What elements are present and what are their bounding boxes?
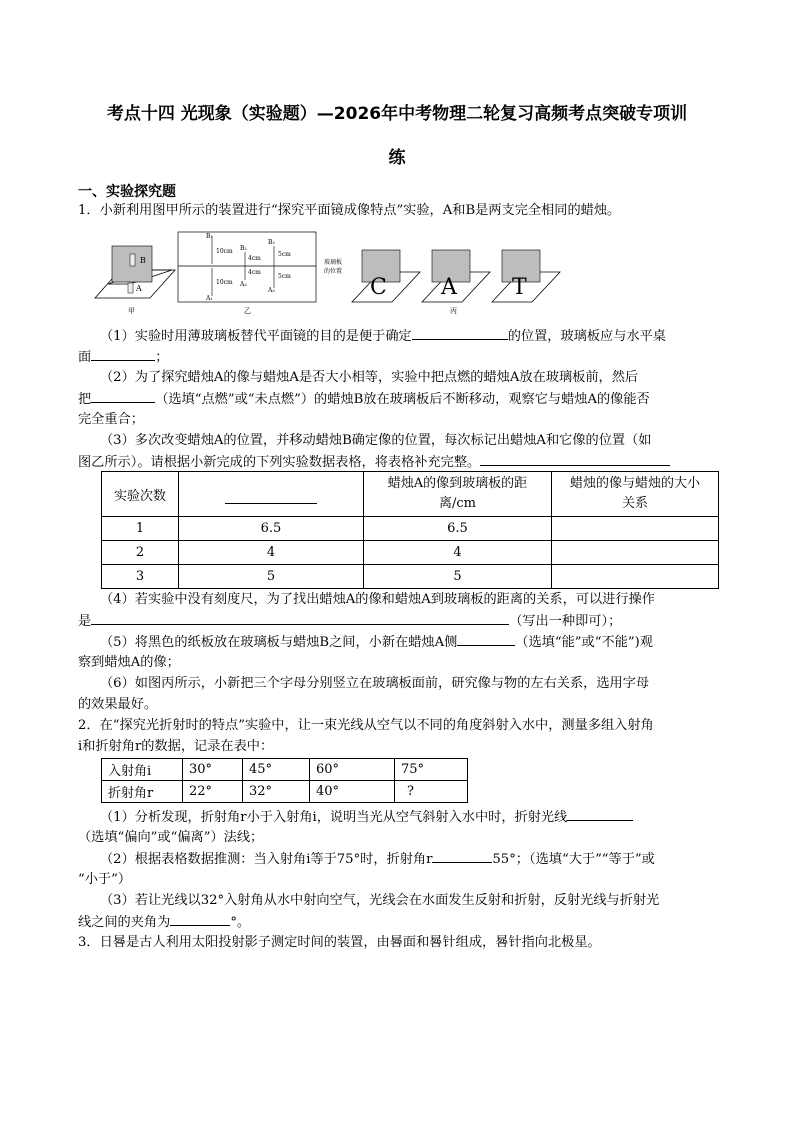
answer-blank[interactable]	[567, 806, 633, 821]
figure-bing	[352, 250, 560, 315]
figure-jia	[95, 246, 175, 315]
title-line-1: 考点十四 光现象（实验题）—2026年中考物理二轮复习高频考点突破专项训	[106, 104, 688, 124]
q2-stem: 2．在“探究光折射时的特点”实验中，让一束光线从空气以不同的角度斜射入水中，测量多组入射角	[78, 718, 654, 733]
th-relation-line: 蜡烛的像与蜡烛的大小	[569, 476, 700, 491]
point-a1: A₁	[206, 295, 213, 302]
candle-a-icon	[128, 283, 133, 293]
cell: 入射角i	[102, 759, 183, 781]
q2-s3-text: °。	[230, 915, 251, 930]
q2-s1-text: （1）分析发现，折射角r小于入射角i，说明当光从空气斜射入水中时，折射光线	[100, 810, 568, 825]
point-a3: A₃	[268, 287, 275, 294]
candle-b-label: B	[140, 256, 146, 265]
q1-s1-text: ；	[155, 350, 169, 365]
q3-stem: 3．日晷是古人利用太阳投射影子测定时间的装置，由晷面和晷针组成，晷针指向北极星。	[78, 935, 601, 950]
q2-stem-cont: i和折射角r的数据，记录在表中：	[78, 739, 274, 754]
dist-label: 5cm	[278, 251, 291, 258]
answer-blank[interactable]	[91, 346, 155, 361]
q2-s2	[100, 848, 655, 870]
q1-s2-text: （选填“点燃”或“未点燃”）的蜡烛B放在玻璃板后不断移动，观察它与蜡烛A的像能否	[155, 392, 650, 407]
answer-blank[interactable]	[225, 489, 317, 504]
figure-jia-label: 甲	[128, 307, 135, 315]
glass-label: 玻璃板	[324, 259, 343, 266]
cell: 6.5	[364, 517, 552, 541]
q1-s2-text: 把	[78, 392, 92, 407]
q1-s4-cont	[78, 610, 621, 632]
dist-label: 4cm	[248, 269, 261, 276]
cell: 2	[102, 541, 179, 565]
cell: 75°	[395, 759, 468, 781]
cell: 60°	[310, 759, 395, 781]
letter-c: C	[370, 275, 387, 300]
th-relation-line: 关系	[621, 496, 648, 511]
letter-t: T	[512, 275, 527, 300]
cell: ?	[395, 781, 468, 803]
cell: 5	[364, 565, 552, 589]
point-a2: A₂	[240, 281, 247, 288]
dist-label: 10cm	[216, 248, 233, 255]
q1-s1-text: （1）实验时用薄玻璃板替代平面镜的目的是便于确定	[100, 329, 412, 344]
cell: 4	[179, 541, 364, 565]
q1-s3: （3）多次改变蜡烛A的位置，并移动蜡烛B确定像的位置，每次标记出蜡烛A和它像的位置（如	[100, 433, 652, 448]
q1-s6-cont: 的效果最好。	[78, 697, 158, 712]
q1-s1-text: 的位置，玻璃板应与水平桌	[507, 329, 666, 344]
cell-answer[interactable]	[552, 541, 719, 565]
q1-s4: （4）若实验中没有刻度尺，为了找出蜡烛A的像和蜡烛A到玻璃板的距离的关系，可以进行操作	[100, 592, 655, 607]
q1-data-table	[101, 471, 719, 589]
cell: 45°	[243, 759, 310, 781]
q1-s3-text: 图乙所示）。请根据小新完成的下列实验数据表格，将表格补充完整。	[78, 455, 481, 470]
q2-s1-cont: （选填“偏向”或“偏离”）法线；	[78, 830, 264, 845]
q1-s5-text: （5）将黑色的纸板放在玻璃板与蜡烛B之间，小新在蜡烛A侧	[100, 635, 458, 650]
answer-blank[interactable]	[170, 911, 230, 926]
th-relation	[552, 472, 719, 517]
table-row	[102, 781, 468, 803]
candle-b-icon	[130, 254, 135, 266]
th-distance-line: 蜡烛A的像到玻璃板的距	[387, 476, 528, 491]
q1-s2-end: 完全重合；	[78, 412, 144, 427]
answer-blank[interactable]	[91, 388, 155, 403]
q1-s4-text: 是	[78, 614, 92, 629]
answer-blank[interactable]	[91, 610, 509, 625]
point-b2: B₂	[240, 245, 247, 252]
cell: 40°	[310, 781, 395, 803]
th-distance-line: 离/cm	[439, 496, 476, 511]
th-blank	[179, 472, 364, 517]
q1-s6: （6）如图丙所示，小新把三个字母分别竖立在玻璃板面前，研究像与物的左右关系，选用字母	[100, 676, 650, 691]
answer-blank[interactable]	[457, 631, 515, 646]
q1-s5	[100, 631, 653, 653]
dist-label: 5cm	[278, 273, 291, 280]
q1-s5-text: （选填“能”或“不能”)观	[515, 635, 653, 650]
cell: 22°	[183, 781, 243, 803]
table-row	[102, 541, 719, 565]
cell: 折射角r	[102, 781, 183, 803]
q2-s2-text: 55°；（选填“大于”“等于”或	[492, 852, 655, 867]
point-b1: B₁	[206, 233, 213, 240]
cell: 4	[364, 541, 552, 565]
q1-s2-cont	[78, 388, 650, 410]
dist-label: 4cm	[248, 255, 261, 262]
candle-a-label: A	[136, 284, 142, 293]
q1-s3-cont	[78, 451, 670, 473]
section-heading: 一、实验探究题	[78, 184, 176, 200]
q1-s2: （2）为了探究蜡烛A的像与蜡烛A是否大小相等，实验中把点燃的蜡烛A放在玻璃板前，然后	[100, 370, 639, 385]
cell: 3	[102, 565, 179, 589]
cell: 30°	[183, 759, 243, 781]
q2-s1	[100, 806, 633, 828]
q1-s1-cont	[78, 346, 168, 368]
letter-a: A	[441, 275, 457, 300]
q1-figure	[90, 226, 570, 316]
figure-yi	[178, 232, 342, 315]
cell: 32°	[243, 781, 310, 803]
q1-s4-text: （写出一种即可）；	[509, 614, 622, 629]
table-row	[102, 759, 468, 781]
figure-bing-label: 丙	[450, 307, 457, 315]
table-row	[102, 565, 719, 589]
cell-answer[interactable]	[552, 565, 719, 589]
cell: 5	[179, 565, 364, 589]
cell: 6.5	[179, 517, 364, 541]
q2-s3: （3）若让光线以32°入射角从水中射向空气，光线会在水面发生反射和折射，反射光线与折射光	[100, 893, 660, 908]
q2-s2-cont: “小于”）	[78, 872, 132, 887]
glass-label: 的位置	[324, 268, 343, 275]
q2-angle-table	[101, 758, 468, 803]
cell-answer[interactable]	[552, 517, 719, 541]
title-line-2: 练	[388, 148, 406, 168]
answer-blank[interactable]	[432, 848, 492, 863]
th-distance	[364, 472, 552, 517]
q1-s1-text: 面	[78, 350, 92, 365]
q2-s2-text: （2）根据表格数据推测：当入射角i等于75°时，折射角r	[100, 852, 433, 867]
cell: 1	[102, 517, 179, 541]
figure-yi-label: 乙	[244, 307, 251, 315]
q2-s3-cont	[78, 911, 250, 933]
dist-label: 10cm	[216, 279, 233, 286]
answer-blank[interactable]	[412, 325, 508, 340]
table-row	[102, 517, 719, 541]
q2-s3-text: 线之间的夹角为	[78, 915, 171, 930]
q1-s5-cont: 察到蜡烛A的像；	[78, 655, 180, 670]
answer-blank[interactable]	[480, 451, 670, 466]
q1-stem: 1．小新利用图甲所示的装置进行“探究平面镜成像特点”实验，A和B是两支完全相同的蜡烛。	[78, 203, 621, 218]
page-title	[70, 92, 724, 180]
point-b3: B₃	[268, 239, 275, 246]
q1-s1	[100, 325, 666, 347]
th-count: 实验次数	[102, 472, 179, 517]
